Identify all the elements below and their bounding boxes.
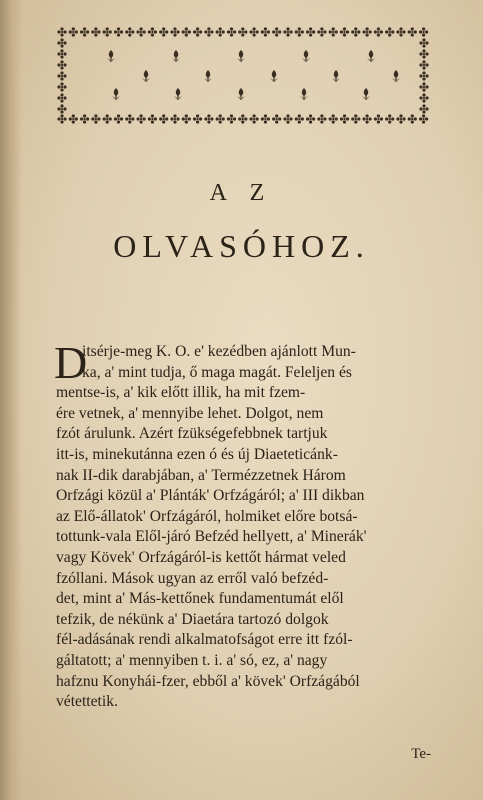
- text-line: fél-adásának rendi alkalmatofságot erre itt fzól-: [56, 631, 353, 649]
- text-line: nak II-dik darabjában, a' Termézzetnek Három: [56, 466, 346, 484]
- text-line: Orfzági közül a' Plánták' Orfzágáról; a' III dikban: [56, 487, 365, 505]
- heading-az: A Z: [209, 180, 274, 206]
- catchword: Te-: [411, 746, 431, 762]
- text-line: gáltatott; a' mennyiben t. i. a' só, ez, a' nagy: [56, 651, 328, 669]
- text-line: itsérje-meg K. O. e' kezédben ajánlott Mun-: [82, 343, 356, 360]
- text-line: fzóllani. Mások ugyan az erről való befzéd-: [56, 569, 329, 587]
- text-line: hafznu Konyhái-fzer, ebből a' kövek' Orfzágából: [56, 672, 360, 690]
- text-line: fzót árulunk. Azért fzükségefebbnek tartjuk: [56, 425, 328, 443]
- text-line: tefzik, de nékünk a' Diaetára tartozó dolgok: [56, 610, 329, 628]
- text-line: ka, a' mint tudja, ő maga magát. Feleljen és: [82, 363, 352, 381]
- text-line: det, mint a' Más-kettőnek fundamentumát elől: [56, 590, 344, 608]
- preface-paragraph: [54, 337, 438, 713]
- heading-olvasohoz: OLVASÓHOZ.: [113, 228, 370, 264]
- text-line: az Elő-állatok' Orfzágáról, holmiket előre botsá-: [56, 507, 358, 525]
- text-line: tottunk-vala Elől-járó Befzéd hellyett, a' Minerák': [56, 528, 367, 546]
- page-gutter-shadow: [0, 0, 22, 800]
- text-line: mentse-is, a' kik előtt illik, ha mit fzem-: [56, 384, 306, 402]
- text-line: vétettetik.: [56, 693, 118, 711]
- text-line: ére vetnek, a' mennyibe lehet. Dolgot, nem: [56, 404, 324, 422]
- floral-border-ornament-icon: [56, 26, 430, 126]
- drop-cap: D: [54, 337, 88, 388]
- text-line: itt-is, minekutánna ezen ó és új Diaeteticánk-: [56, 445, 338, 463]
- text-line: vagy Kövek' Orfzágáról-is kettőt hármat veled: [56, 548, 346, 566]
